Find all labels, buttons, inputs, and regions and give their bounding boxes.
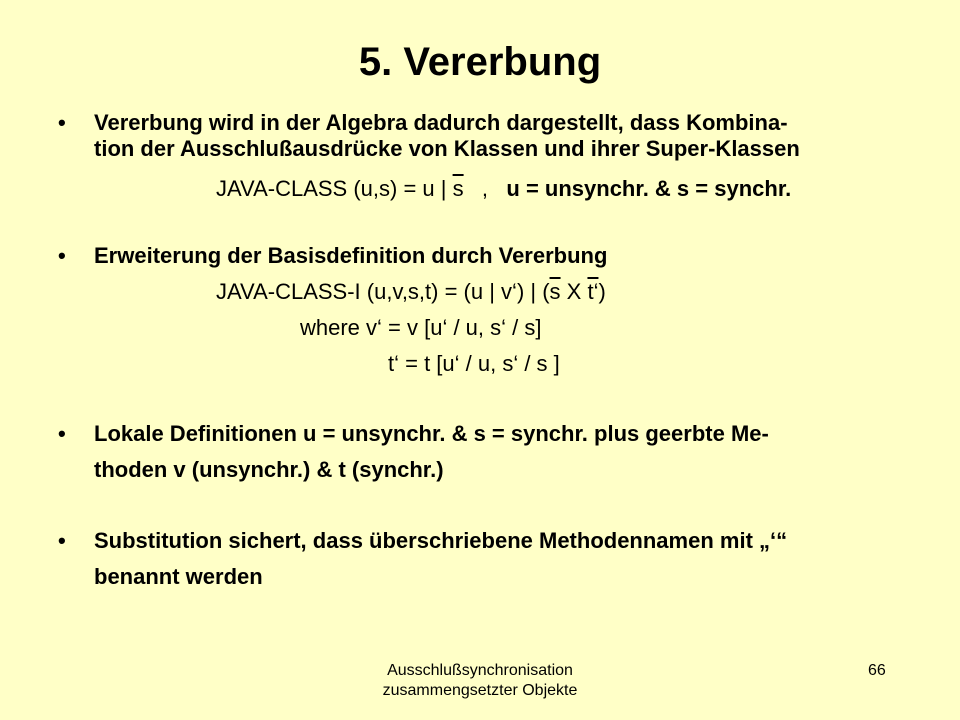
bullet-3-line-1: Lokale Definitionen u = unsynchr. & s = synchr. plus geerbte Me-	[94, 421, 769, 446]
formula-java-class-s-bar: $\overline{s}$	[452, 176, 464, 201]
formula-java-class-i-mid: X	[560, 279, 588, 304]
formula-java-class-i-t-bar: t‘	[587, 279, 599, 304]
bullet-2-line-1: Erweiterung der Basisdefinition durch Vererbung	[94, 243, 608, 268]
formula-where-v: where v‘ = v [u‘ / u, s‘ / s]	[300, 315, 542, 340]
bullet-1-line-1: Vererbung wird in der Algebra dadurch dargestellt, dass Kombina-	[94, 110, 788, 135]
bullet-3-line-2: thoden v (unsynchr.) & t (synchr.)	[94, 457, 444, 482]
bullet-3-marker: •	[58, 421, 66, 446]
formula-java-class-i-lhs: JAVA-CLASS-I (u,v,s,t) = (u | v‘) | (	[216, 279, 550, 304]
footer-caption	[330, 661, 630, 701]
bullet-2-marker: •	[58, 243, 66, 268]
formula-java-class-separator: ,	[463, 176, 507, 201]
footer-line-1: Ausschlußsynchronisation	[387, 662, 573, 679]
formula-java-class-i	[216, 279, 606, 305]
slide-title: 5. Vererbung	[358, 40, 602, 84]
formula-where-t: t‘ = t [u‘ / u, s‘ / s ]	[388, 351, 560, 376]
bullet-1-line-2: tion der Ausschlußausdrücke von Klassen und ihrer Super-Klassen	[94, 136, 800, 161]
bullet-4-line-1: Substitution sichert, dass überschriebene Methodennamen mit „‘“	[94, 528, 788, 553]
footer-line-2: zusammengsetzter Objekte	[382, 682, 578, 699]
formula-java-class-i-s-bar: $\overline{s}$	[549, 279, 561, 304]
bullet-4-line-2: benannt werden	[94, 564, 263, 589]
formula-java-class-lhs: JAVA-CLASS (u,s) = u |	[216, 176, 453, 201]
formula-java-class	[216, 176, 791, 202]
bullet-1-marker: •	[58, 110, 66, 135]
formula-java-class-rhs: u = unsynchr. & s = synchr.	[506, 176, 792, 201]
page-number: 66	[868, 662, 886, 679]
bullet-4-marker: •	[58, 528, 66, 553]
formula-java-class-i-end: )	[598, 279, 606, 304]
